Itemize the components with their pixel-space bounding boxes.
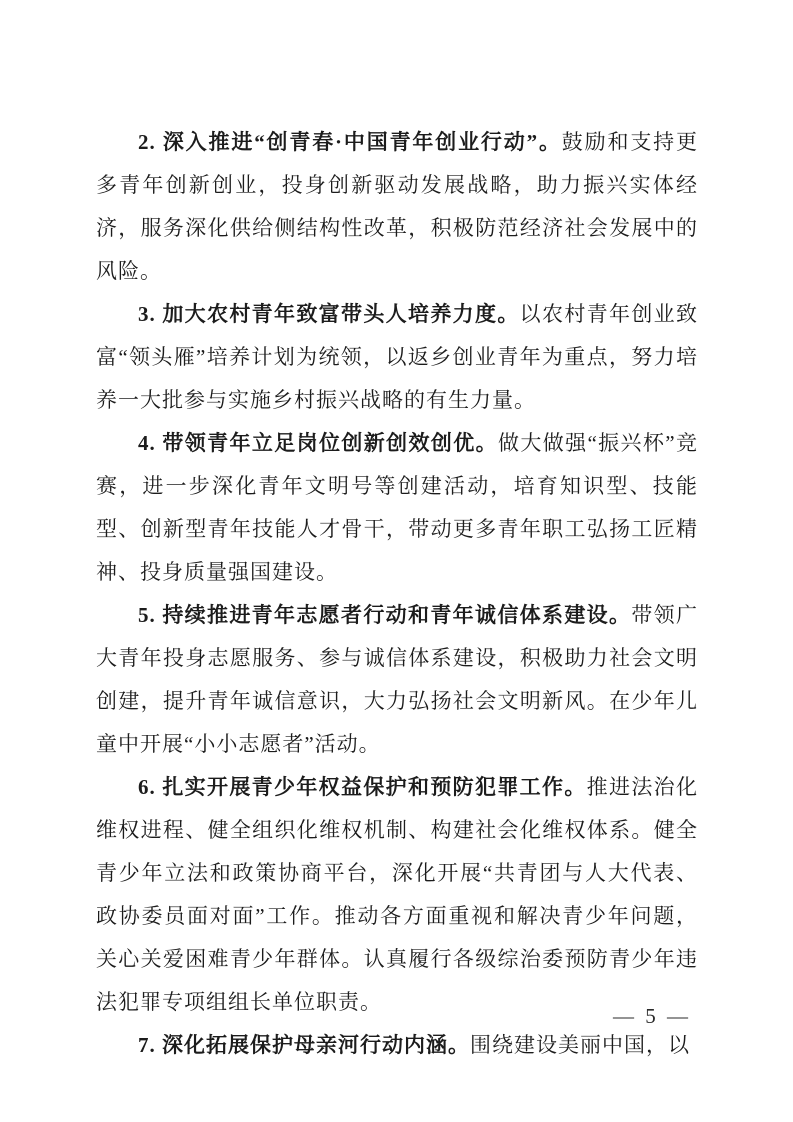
paragraph	[96, 766, 698, 1024]
paragraph-lead-sentence: 7. 深化拓展保护母亲河行动内涵。	[138, 1033, 470, 1057]
paragraph-body-text: 做大做强“振兴杯”竞赛，进一步深化青年文明号等创建活动，培育知识型、技能型、创新型青年技能人才骨干，带动更多青年职工弘扬工匠精神、投身质量强国建设。	[96, 431, 698, 584]
paragraph-body-text: 鼓励和支持更多青年创新创业，投身创新驱动发展战略，助力振兴实体经济，服务深化供给侧结构性改革，积极防范经济社会发展中的风险。	[96, 130, 698, 283]
paragraph-lead-sentence: 6. 扎实开展青少年权益保护和预防犯罪工作。	[138, 775, 587, 799]
paragraph-lead-sentence: 3. 加大农村青年致富带头人培养力度。	[138, 302, 520, 326]
paragraph	[96, 422, 698, 594]
document-text-block	[96, 121, 698, 1067]
paragraph	[96, 594, 698, 766]
paragraph	[96, 1024, 698, 1067]
paragraph-body-text: 以农村青年创业致富“领头雁”培养计划为统领，以返乡创业青年为重点，努力培养一大批参与实施乡村振兴战略的有生力量。	[96, 302, 699, 412]
page-number: — 5 —	[613, 1004, 691, 1028]
paragraph-body-text: 围绕建设美丽中国，以	[470, 1033, 690, 1057]
paragraph	[96, 293, 698, 422]
paragraph-body-text: 带领广大青年投身志愿服务、参与诚信体系建设，积极助力社会文明创建，提升青年诚信意识，大力弘扬社会文明新风。在少年儿童中开展“小小志愿者”活动。	[96, 603, 699, 756]
paragraph-lead-sentence: 2. 深入推进“创青春·中国青年创业行动”。	[138, 130, 562, 154]
paragraph-body-text: 推进法治化维权进程、健全组织化维权机制、构建社会化维权体系。健全青少年立法和政策协商平台，深化开展“共青团与人大代表、政协委员面对面”工作。推动各方面重视和解决青少年问题，关心关爱困难青少年群体。认真履行各级综治委预防青少年违法犯罪专项组组长单位职责。	[96, 775, 699, 1014]
paragraph-lead-sentence: 4. 带领青年立足岗位创新创效创优。	[138, 431, 498, 455]
paragraph-lead-sentence: 5. 持续推进青年志愿者行动和青年诚信体系建设。	[138, 603, 632, 627]
paragraph	[96, 121, 698, 293]
